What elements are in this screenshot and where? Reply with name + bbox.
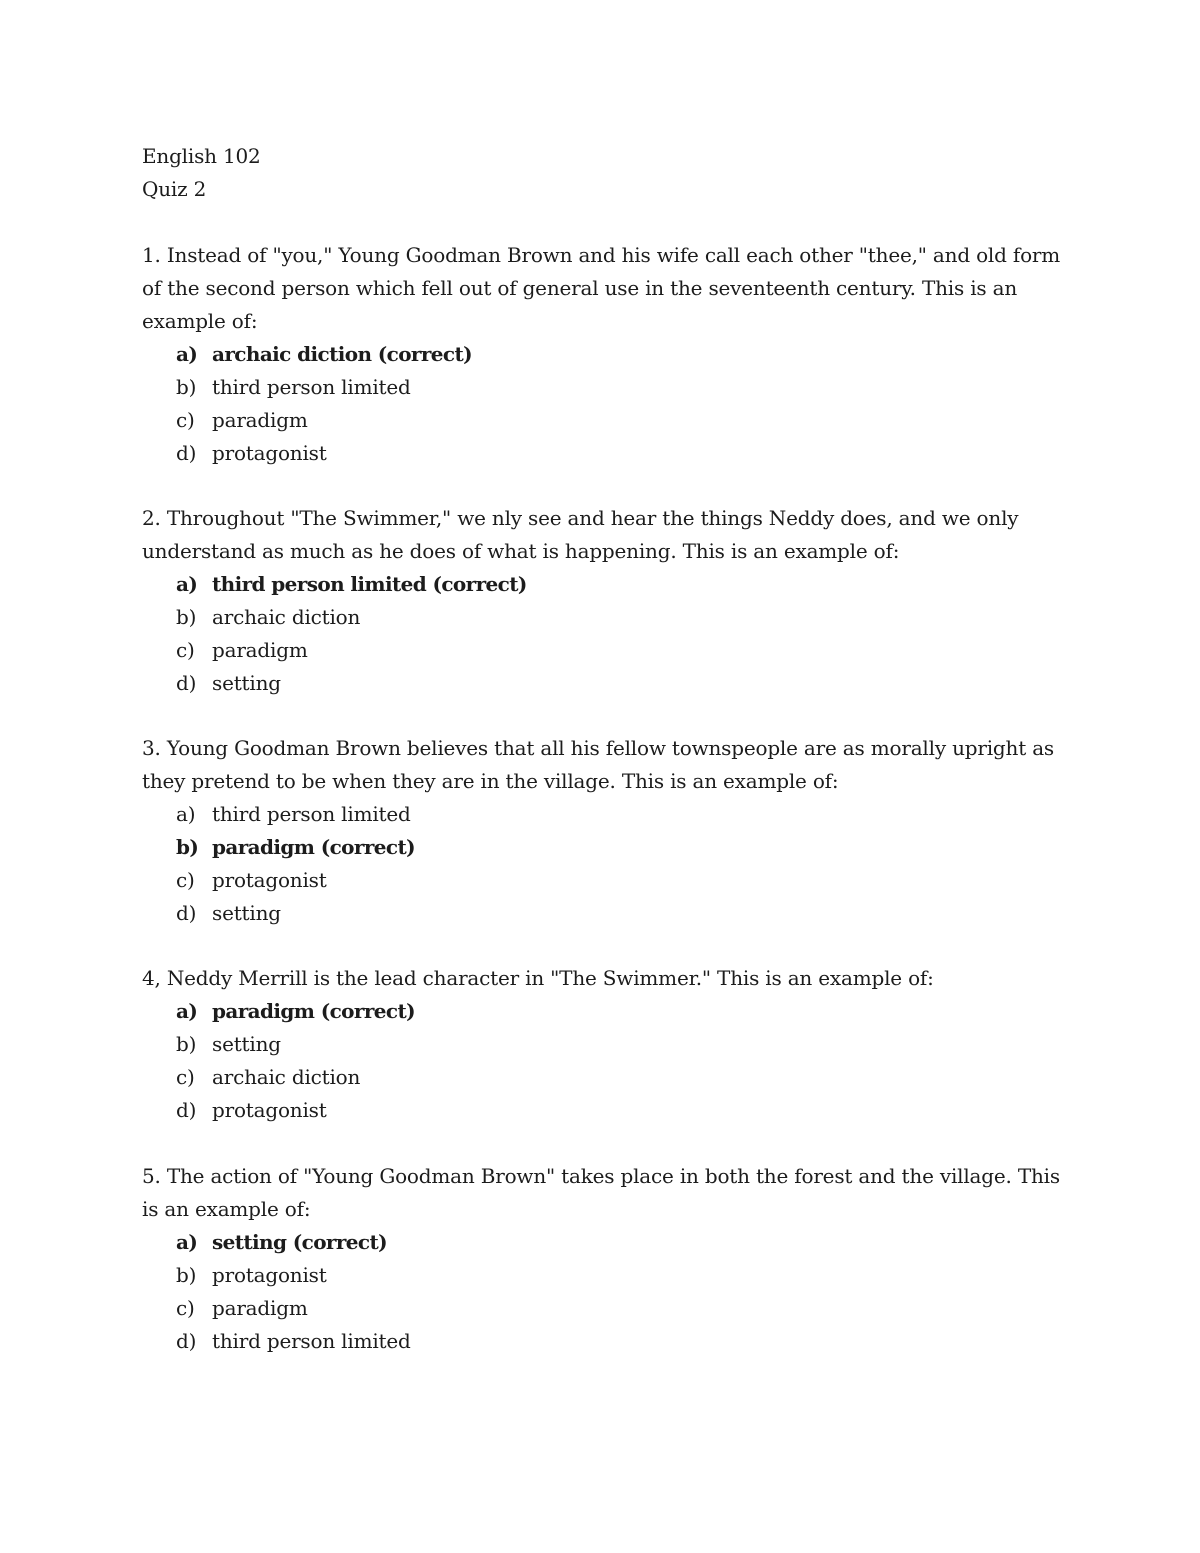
question-3 [142, 732, 1082, 930]
option-text: archaic diction [212, 1065, 361, 1089]
option-text: paradigm [212, 1296, 308, 1320]
answer-option [142, 864, 1082, 897]
option-letter: a) [176, 572, 198, 596]
option-letter: c) [176, 1296, 195, 1320]
answer-options [142, 1226, 1082, 1358]
answer-option [142, 1259, 1082, 1292]
answer-option [142, 1061, 1082, 1094]
option-letter: b) [176, 1032, 197, 1056]
option-text: protagonist [212, 441, 327, 465]
option-letter: d) [176, 1098, 197, 1122]
answer-option-correct [142, 568, 1082, 601]
answer-option [142, 437, 1082, 470]
option-letter: b) [176, 375, 197, 399]
option-text: third person limited (correct) [212, 572, 527, 596]
answer-options [142, 995, 1082, 1127]
option-text: setting [212, 671, 281, 695]
option-letter: d) [176, 901, 197, 925]
option-text: paradigm [212, 408, 308, 432]
answer-option [142, 1028, 1082, 1061]
answer-option-correct [142, 1226, 1082, 1259]
option-text: setting (correct) [212, 1230, 388, 1254]
question-1 [142, 239, 1082, 470]
option-letter: c) [176, 638, 195, 662]
option-letter: c) [176, 868, 195, 892]
option-text: setting [212, 901, 281, 925]
question-2 [142, 502, 1082, 700]
course-title: English 102 [142, 144, 261, 168]
option-text: archaic diction (correct) [212, 342, 473, 366]
answer-option [142, 1325, 1082, 1358]
answer-option [142, 601, 1082, 634]
option-letter: c) [176, 408, 195, 432]
answer-option-correct [142, 338, 1082, 371]
option-text: protagonist [212, 868, 327, 892]
answer-option-correct [142, 831, 1082, 864]
quiz-title: Quiz 2 [142, 177, 207, 201]
answer-options [142, 568, 1082, 700]
answer-option [142, 634, 1082, 667]
question-stem: 1. Instead of "you," Young Goodman Brown and his wife call each other "thee," and old form of the second person which fell out of general use in the seventeenth century. This is an example of: [142, 243, 1061, 333]
answer-option-correct [142, 995, 1082, 1028]
question-stem: 4, Neddy Merrill is the lead character in "The Swimmer." This is an example of: [142, 966, 934, 990]
option-letter: d) [176, 671, 197, 695]
option-letter: a) [176, 1230, 198, 1254]
answer-option [142, 667, 1082, 700]
option-letter: c) [176, 1065, 195, 1089]
question-stem: 3. Young Goodman Brown believes that all his fellow townspeople are as morally upright as they pretend to be when they are in the village. This is an example of: [142, 736, 1054, 793]
option-letter: b) [176, 835, 199, 859]
option-text: third person limited [212, 802, 411, 826]
option-text: third person limited [212, 375, 411, 399]
option-letter: d) [176, 441, 197, 465]
answer-options [142, 798, 1082, 930]
answer-option [142, 897, 1082, 930]
option-letter: a) [176, 342, 198, 366]
answer-option [142, 371, 1082, 404]
document-header [142, 140, 261, 206]
option-text: paradigm (correct) [212, 999, 415, 1023]
answer-options [142, 338, 1082, 470]
option-text: third person limited [212, 1329, 411, 1353]
answer-option [142, 798, 1082, 831]
option-text: protagonist [212, 1098, 327, 1122]
option-letter: b) [176, 1263, 197, 1287]
option-text: paradigm (correct) [212, 835, 415, 859]
answer-option [142, 1292, 1082, 1325]
answer-option [142, 404, 1082, 437]
option-text: setting [212, 1032, 281, 1056]
option-letter: b) [176, 605, 197, 629]
question-5 [142, 1160, 1082, 1358]
option-text: protagonist [212, 1263, 327, 1287]
question-4 [142, 962, 1082, 1127]
answer-option [142, 1094, 1082, 1127]
question-stem: 2. Throughout "The Swimmer," we nly see and hear the things Neddy does, and we only understand as much as he does of what is happening. This is an example of: [142, 506, 1019, 563]
option-text: paradigm [212, 638, 308, 662]
option-text: archaic diction [212, 605, 361, 629]
option-letter: a) [176, 999, 198, 1023]
question-stem: 5. The action of "Young Goodman Brown" takes place in both the forest and the village. This is an example of: [142, 1164, 1060, 1221]
option-letter: a) [176, 802, 196, 826]
option-letter: d) [176, 1329, 197, 1353]
